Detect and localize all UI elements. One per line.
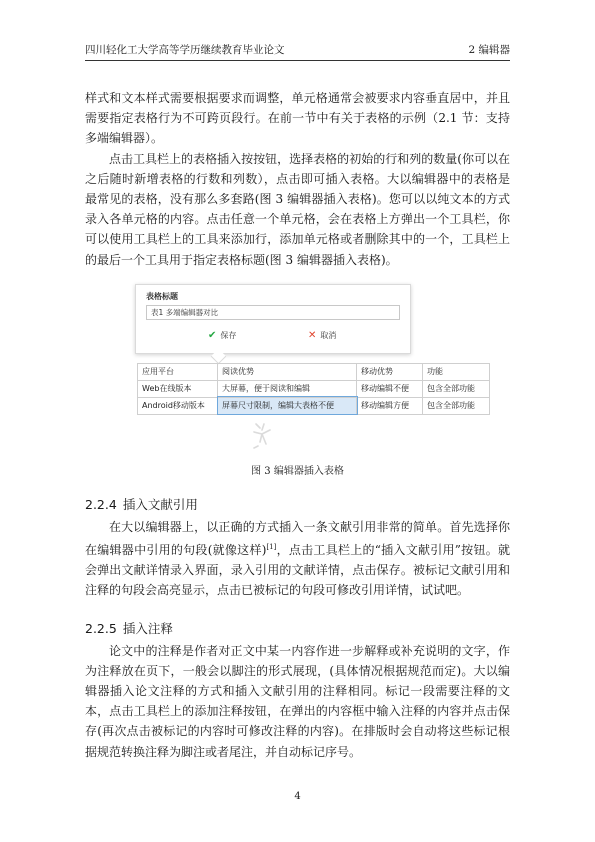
page-number: 4 [294, 791, 301, 802]
citation-marker[interactable]: [1] [266, 543, 277, 552]
table-row [138, 397, 490, 414]
paragraph-notes: 论文中的注释是作者对正文中某一内容作进一步解释或补充说明的文字，作为注释放在页下，一般会以脚注的形式展现，(具体情况根据规范而定)。大以编辑器插入论文注释的方式和插入文献引用的注释相同。标记一段需要注释的文本，点击工具栏上的添加注释按钮，在弹出的内容框中输入注释的内容并点击保存(再次点击被标记的内容时可修改注释的内容)。在排版时会自动将这些标记根据规范转换注释为脚注或者尾注，并自动标记序号。 [85, 643, 510, 759]
table-cell[interactable]: 大屏幕，便于阅读和编辑 [218, 380, 357, 397]
save-button[interactable] [208, 330, 236, 341]
save-label: 保存 [220, 330, 237, 340]
paragraph-citation [85, 517, 510, 601]
paragraph-table-insert: 点击工具栏上的表格插入按按钮，选择表格的初始的行和列的数量(你可以在之后随时新增表格的行数和列数），点击即可插入表格。大以编辑器中的表格是最常见的表格，没有那么多套路(图 3 编辑器插入表格)。您可以以纯文本的方式录入各单元格的内容。点击任意一个单元格，会在表格上方弹出一个工具栏，你可以使用工具栏上的工具来添加行，添加单元格或者删除其中的一个，工具栏上的最后一个工具用于指定表格标题(图 3 编辑器插入表格)。 [85, 151, 510, 267]
dialog-title: 表格标题 [146, 291, 178, 301]
table-title-input[interactable]: 表1 多端编辑器对比 [146, 305, 400, 320]
paragraph-text: ，点击工具栏上的“插入文献引用”按钮。就会弹出文献详情录入界面，录入引用的文献详情，点击保存。被标记文献引用和注释的句段会高亮显示，点击已被标记的句段可修改引用详情，试试吧。 [85, 543, 510, 598]
table-cell[interactable]: 移动编辑方便 [357, 397, 423, 414]
paragraph-text: 在大以编辑器上，以正确的方式插入一条文献引用非常的简单。首先选择你在编辑器中引用的句段(就像这样) [85, 519, 510, 558]
table-cell[interactable]: 功能 [423, 363, 490, 380]
header-chapter: 2 编辑器 [468, 44, 510, 56]
table-cell[interactable]: Android移动版本 [138, 397, 218, 414]
section-heading-notes [85, 619, 510, 637]
dialog-actions [136, 330, 410, 344]
page-content [85, 88, 510, 762]
section-number: 2.2.5 [85, 620, 117, 636]
section-title: 插入文献引用 [122, 496, 198, 512]
table-cell[interactable]: 包含全部功能 [423, 397, 490, 414]
section-number: 2.2.4 [85, 496, 117, 512]
table-cell[interactable]: Web在线版本 [138, 380, 218, 397]
page-header [85, 37, 510, 61]
watermark-icon [250, 422, 274, 450]
table-header-row [138, 363, 490, 380]
figure-caption: 图 3 编辑器插入表格 [251, 465, 344, 477]
table-cell[interactable]: 应用平台 [138, 363, 218, 380]
table-cell[interactable]: 移动编辑不便 [357, 380, 423, 397]
header-title: 四川轻化工大学高等学历继续教育毕业论文 [85, 44, 285, 56]
cancel-label: 取消 [320, 330, 337, 340]
table-cell[interactable]: 移动优势 [357, 363, 423, 380]
table-cell[interactable]: 包含全部功能 [423, 380, 490, 397]
section-heading-citation [85, 495, 510, 513]
section-title: 插入注释 [122, 620, 173, 636]
checkmark-icon: ✔ [208, 329, 217, 341]
table-cell[interactable]: 阅读优势 [218, 363, 357, 380]
comparison-table [137, 363, 490, 415]
close-icon: ✕ [308, 329, 317, 341]
table-title-dialog [135, 284, 411, 354]
table-cell-selected[interactable]: 屏幕尺寸限制，编辑大表格不便 [218, 397, 357, 414]
cancel-button[interactable] [308, 330, 336, 341]
paragraph-table-style: 样式和文本样式需要根据要求而调整，单元格通常会被要求内容垂直居中，并且需要指定表格行为不可跨页段行。在前一节中有关于表格的示例（2.1 节：支持多端编辑器）。 [85, 91, 510, 146]
table-row [138, 380, 490, 397]
figure-editor-table [85, 284, 510, 452]
